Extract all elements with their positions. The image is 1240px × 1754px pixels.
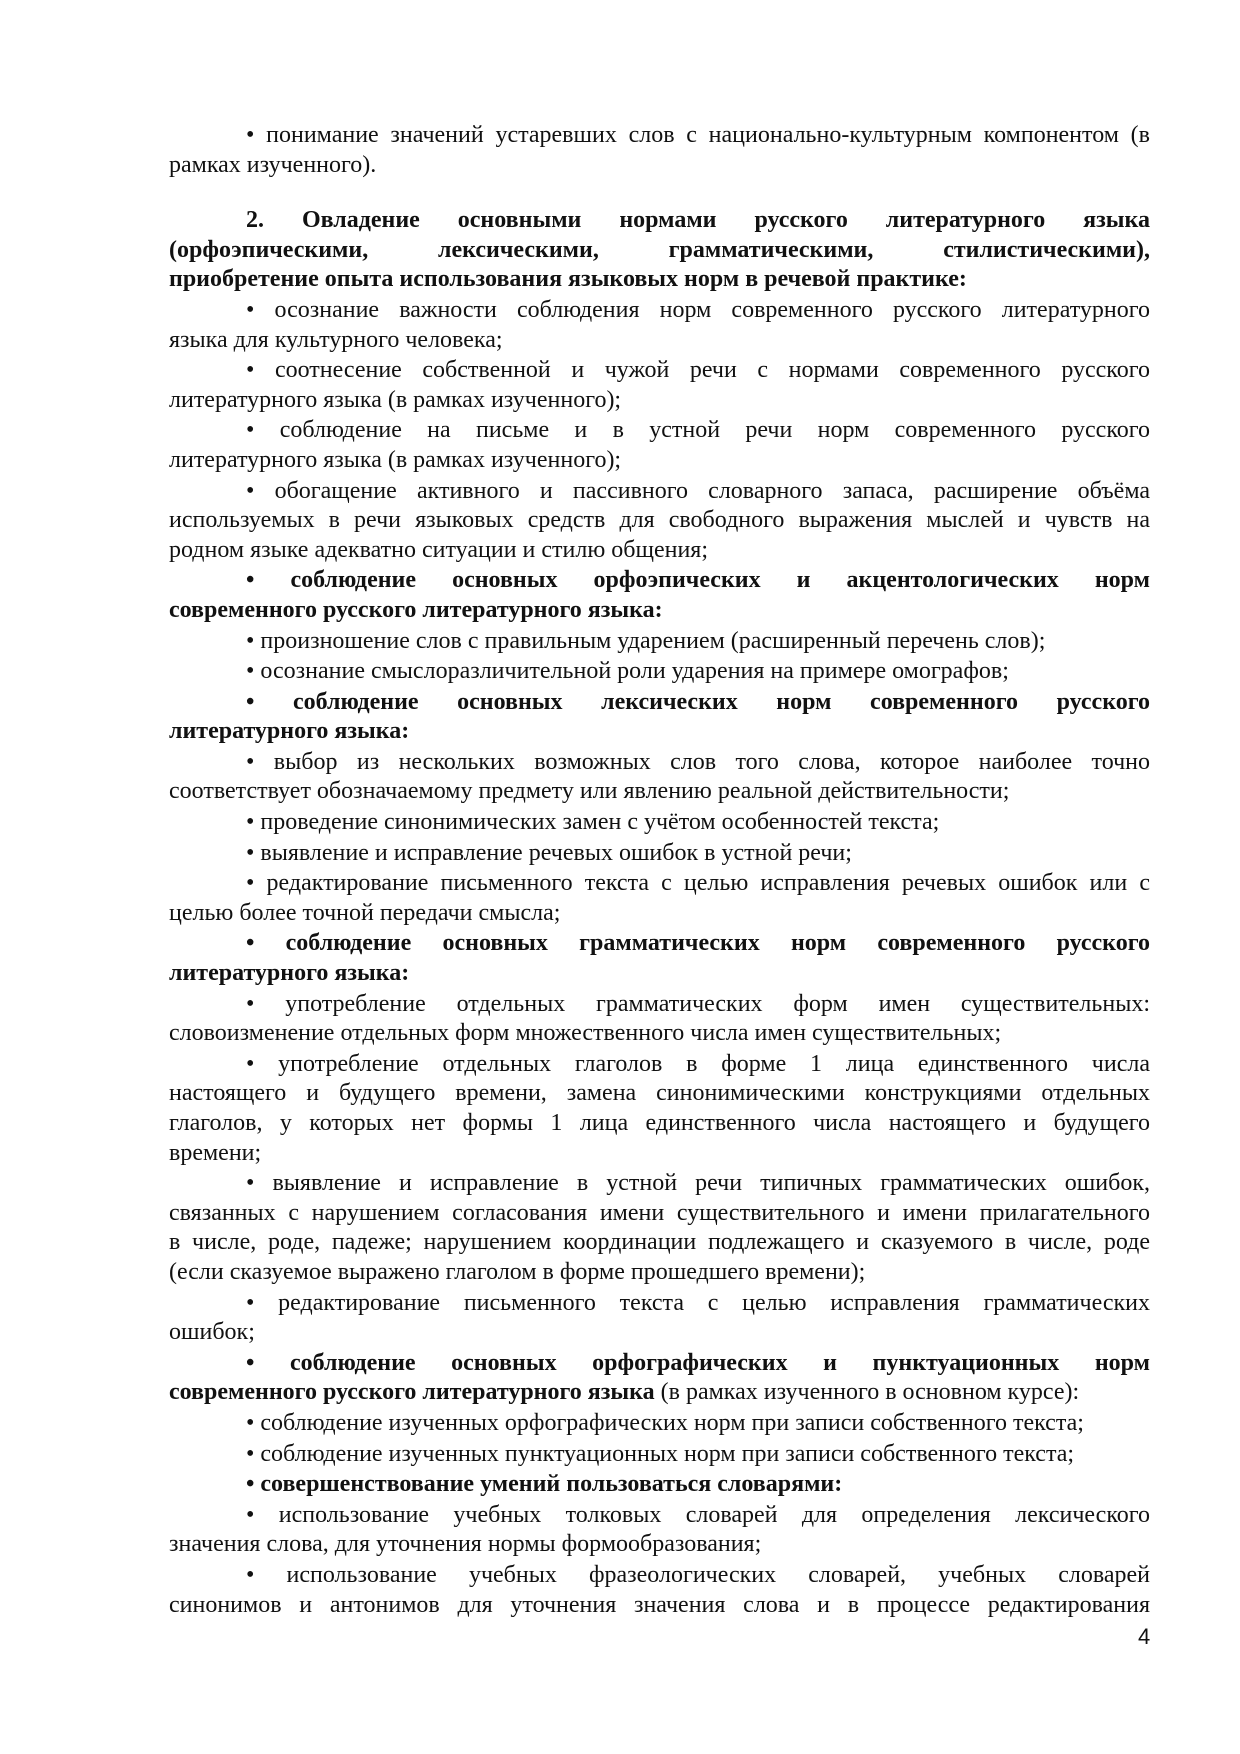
- text-line: ошибок;: [169, 1319, 255, 1346]
- text-line: • проведение синонимических замен с учётом особенностей текста;: [246, 809, 940, 836]
- section-heading: [169, 206, 1150, 295]
- list-item: [169, 1289, 1150, 1348]
- list-item: [169, 1409, 1150, 1439]
- list-item: [169, 1169, 1150, 1287]
- text-line: • совершенствование умений пользоваться словарями:: [246, 1471, 843, 1498]
- text-line: рамках изученного).: [169, 151, 377, 178]
- text-line: • использование учебных толковых словарей для определения лексического: [246, 1501, 1150, 1528]
- text-line: родном языке адекватно ситуации и стилю общения;: [169, 536, 709, 563]
- text-line: литературного языка (в рамках изученного);: [169, 446, 622, 473]
- section-heading: [169, 1470, 1150, 1500]
- text-line: 2. Овладение основными нормами русского литературного языка: [246, 207, 1150, 234]
- normal-text: (в рамках изученного в основном курсе):: [654, 1379, 1080, 1406]
- text-line: (если сказуемое выражено глаголом в форме прошедшего времени);: [169, 1258, 866, 1285]
- list-item: [169, 990, 1150, 1049]
- text-line: • выявление и исправление речевых ошибок в устной речи;: [246, 839, 852, 866]
- section-heading: [169, 688, 1150, 747]
- text-line: • соблюдение изученных орфографических норм при записи собственного текста;: [246, 1409, 1084, 1436]
- list-item: [169, 121, 1150, 180]
- text-line: в числе, роде, падеже; нарушением координации подлежащего и сказуемого в числе, роде: [169, 1229, 1150, 1256]
- list-item: [169, 1050, 1150, 1168]
- text-line: связанных с нарушением согласования имени существительного и имени прилагательного: [169, 1199, 1150, 1226]
- document-body: [169, 120, 1150, 1620]
- text-line: • соотнесение собственной и чужой речи с нормами современного русского: [246, 357, 1150, 384]
- text-line: • осознание важности соблюдения норм современного русского литературного: [246, 296, 1150, 323]
- text-line: • употребление отдельных глаголов в форме 1 лица единственного числа: [246, 1050, 1150, 1077]
- list-item: [169, 1440, 1150, 1470]
- text-line: литературного языка:: [169, 718, 410, 745]
- text-line: • соблюдение изученных пунктуационных норм при записи собственного текста;: [246, 1440, 1075, 1467]
- text-line: • произношение слов с правильным ударением (расширенный перечень слов);: [246, 627, 1046, 654]
- text-line: • употребление отдельных грамматических форм имен существительных:: [246, 990, 1150, 1017]
- text-line: • выбор из нескольких возможных слов того слова, которое наиболее точно: [246, 748, 1150, 775]
- list-item: [169, 627, 1150, 657]
- text-line: • осознание смыслоразличительной роли ударения на примере омографов;: [246, 658, 1009, 685]
- text-line: • редактирование письменного текста с целью исправления грамматических: [246, 1289, 1150, 1316]
- text-line: (орфоэпическими, лексическими, грамматическими, стилистическими),: [169, 236, 1150, 263]
- list-item: [169, 1501, 1150, 1560]
- text-line: современного русского литературного языка:: [169, 596, 663, 623]
- list-item: [169, 839, 1150, 869]
- text-line: соответствует обозначаемому предмету или явлению реальной действительности;: [169, 778, 1010, 805]
- text-line: литературного языка:: [169, 960, 410, 987]
- text-line: • соблюдение основных орфографических и пунктуационных норм: [246, 1349, 1150, 1376]
- text-line: значения слова, для уточнения нормы формообразования;: [169, 1531, 762, 1558]
- list-item: [169, 748, 1150, 807]
- list-item: [169, 1561, 1150, 1620]
- text-line: настоящего и будущего времени, замена синонимическими конструкциями отдельных: [169, 1080, 1150, 1107]
- page-number: 4: [1138, 1624, 1151, 1649]
- text-line: • обогащение активного и пассивного словарного запаса, расширение объёма: [246, 477, 1150, 504]
- text-line: • соблюдение основных грамматических норм современного русского: [246, 930, 1150, 957]
- text-line: словоизменение отдельных форм множественного числа имен существительных;: [169, 1020, 1002, 1047]
- text-line: • соблюдение основных орфоэпических и акцентологических норм: [246, 567, 1150, 594]
- text-line: синонимов и антонимов для уточнения значения слова и в процессе редактирования: [169, 1591, 1150, 1618]
- list-item: [169, 296, 1150, 355]
- text-line: языка для культурного человека;: [169, 326, 503, 353]
- list-item: [169, 356, 1150, 415]
- bold-text: современного русского литературного языка: [169, 1379, 655, 1406]
- text-line: • использование учебных фразеологических словарей, учебных словарей: [246, 1561, 1150, 1588]
- text-line: • понимание значений устаревших слов с национально-культурным компонентом (в: [246, 122, 1150, 148]
- section-heading: [169, 566, 1150, 625]
- list-item: [169, 477, 1150, 566]
- list-item: [169, 657, 1150, 687]
- text-line: времени;: [169, 1139, 262, 1166]
- text-line: приобретение опыта использования языковых норм в речевой практике:: [169, 266, 967, 293]
- text-line: • соблюдение основных лексических норм современного русского: [246, 688, 1150, 715]
- list-item: [169, 869, 1150, 928]
- section-heading: [169, 1349, 1150, 1408]
- list-item: [169, 808, 1150, 838]
- text-line: литературного языка (в рамках изученного);: [169, 386, 622, 413]
- list-item: [169, 416, 1150, 475]
- text-line: • соблюдение на письме и в устной речи норм современного русского: [246, 417, 1150, 444]
- text-line: глаголов, у которых нет формы 1 лица единственного числа настоящего и будущего: [169, 1110, 1150, 1136]
- text-line: • выявление и исправление в устной речи типичных грамматических ошибок,: [246, 1170, 1150, 1197]
- text-line: используемых в речи языковых средств для свободного выражения мыслей и чувств на: [169, 507, 1150, 534]
- section-heading: [169, 929, 1150, 988]
- text-line: целью более точной передачи смысла;: [169, 899, 561, 926]
- text-line: • редактирование письменного текста с целью исправления речевых ошибок или с: [246, 870, 1150, 897]
- text-line: [169, 1378, 1150, 1408]
